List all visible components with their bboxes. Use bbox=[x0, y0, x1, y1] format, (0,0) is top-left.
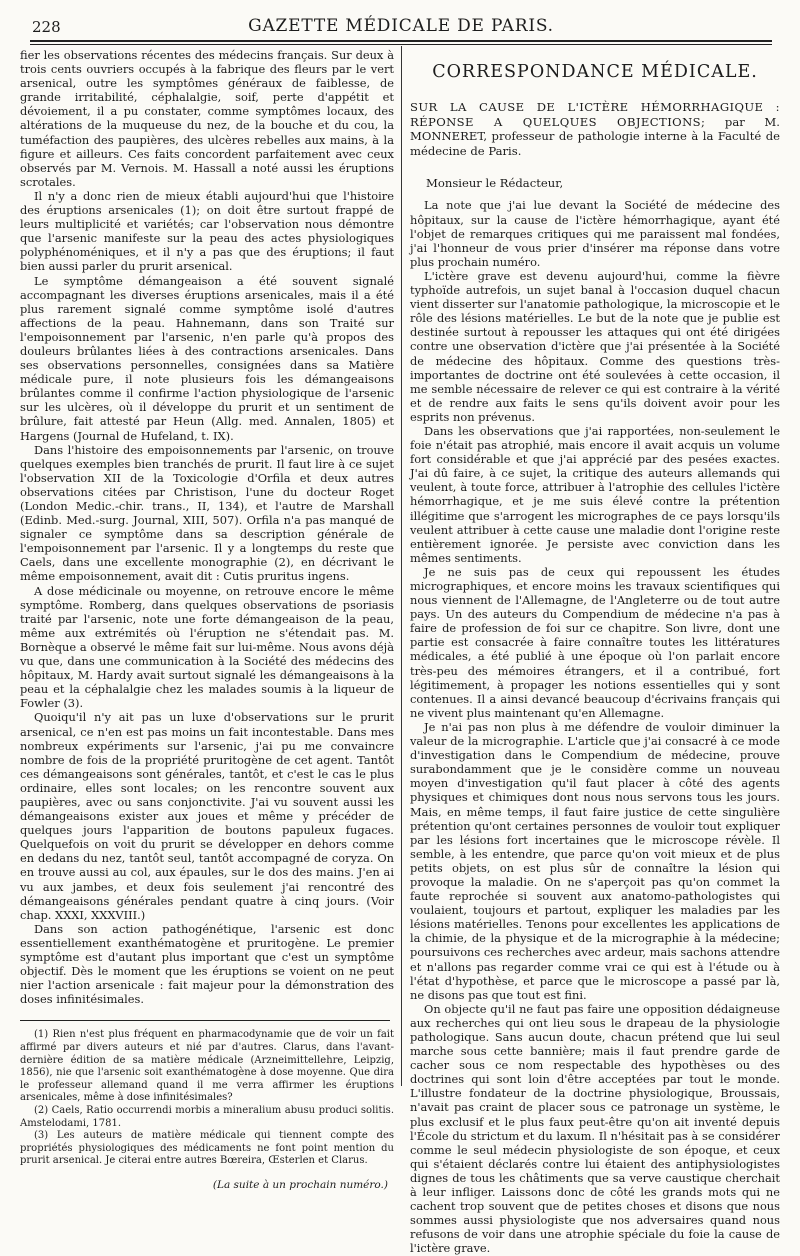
right-paragraph: Dans les observations que j'ai rapportées, non-seulement le foie n'était pas atrophié, mais encore il avait acquis un volume fort considérable et que j'ai apprécié par des pesées exactes. J'ai dû faire, à ce sujet, la critique des auteurs allemands qui veulent, à toute force, attribuer à l'atrophie des cellules l'ictère hémorrhagique, et je me suis élevé contre la prétention illégitime que s'arrogent les micrographes de ce pays lorsqu'ils veulent attribuer à cette cause une maladie dont l'origine reste entièrement ignorée. Je persiste avec conviction dans les mêmes sentiments. bbox=[410, 423, 780, 565]
header-rule-thin bbox=[30, 44, 772, 45]
subtitle-author: par M. MONNERET, professeur de pathologie interne à la Faculté de médecine de Paris. bbox=[410, 114, 780, 158]
to-be-continued: (La suite à un prochain numéro.) bbox=[212, 1178, 388, 1191]
left-column bbox=[20, 48, 394, 1192]
footnote: (3) Les auteurs de matière médicale qui tiennent compte des propriétés physiologiques des médicaments ne font point mention du prurit arsenical. Je citerai entre autres Bœreira, Œsterlen et Clarus. bbox=[20, 1130, 394, 1167]
section-title: CORRESPONDANCE MÉDICALE. bbox=[432, 62, 758, 82]
header-rule-thick bbox=[30, 40, 772, 42]
left-paragraph: Dans son action pathogénétique, l'arsenic est donc essentiellement exanthématogène et pruritogène. Le premier symptôme est d'autant plus important que c'est un symptôme objectif. Dès le moment que les éruptions se voient on ne peut nier l'action arsenicale : fait majeur pour la démonstration des doses infinitésimales. bbox=[20, 921, 394, 1007]
left-paragraph: Quoiqu'il n'y ait pas un luxe d'observations sur le prurit arsenical, ce n'en est pas moins un fait incontestable. Dans mes nombreux expériments sur l'arsenic, j'ai pu me convaincre nombre de fois de la propriété pruritogène de cet agent. Tantôt ces démangeaisons sont générales, tantôt, et c'est le cas le plus ordinaire, elles sont locales; on les rencontre souvent aux paupières, avec ou sans conjonctivite. J'ai vu souvent aussi les démangeaisons exister aux joues et même y précéder de quelques jours l'apparition de boutons papuleux fugaces. Quelquefois on voit du prurit se développer en dehors comme en dedans du nez, tantôt seul, tantôt accompagné de coryza. On en trouve aussi au col, aux épaules, sur le dos des mains. J'en ai vu aux jambes, et deux fois seulement j'ai rencontré des démangeaisons générales pendant quatre à cinq jours. (Voir chap. XXXI, XXXVIII.) bbox=[20, 710, 394, 922]
left-paragraph: Il n'y a donc rien de mieux établi aujourd'hui que l'histoire des éruptions arsenicales (1); on doit être surtout frappé de leurs multiplicité et variétés; car l'observation nous démontre que l'arsenic manifeste sur la peau des actes physiologiques polyphénoméniques, et il n'y a pas que des éruptions; il faut bien aussi parler du prurit arsenical. bbox=[20, 188, 394, 274]
subtitle-smallcaps: SUR LA CAUSE DE L'ICTÈRE HÉMORRHAGIQUE : RÉPONSE A QUELQUES OBJECTIONS; bbox=[410, 100, 780, 129]
left-paragraph: Le symptôme démangeaison a été souvent signalé accompagnant les diverses éruptions arsenicales, mais il a été plus rarement signalé comme symptôme isolé d'autres affections de la peau. Hahnemann, dans son Traité sur l'empoisonnement par l'arsenic, n'en parle qu'à propos des douleurs brûlantes liées à des contractions arsenicales. Dans ses observations personnelles, consignées dans sa Matière médicale pure, il note plusieurs fois les démangeaisons brûlantes comme il confirme l'action physiologique de l'arsenic sur les ulcères, où il développe du prurit et un sentiment de brûlure, fait attesté par Heun (Allg. med. Annalen, 1805) et Hargens (Journal de Hufeland, t. IX). bbox=[20, 273, 394, 443]
right-paragraph: On objecte qu'il ne faut pas faire une opposition dédaigneuse aux recherches qui ont lieu sous le drapeau de la physiologie pathologique. Sans aucun doute, chacun prétend que lui seul marche sous cette bannière; mais il faut prendre garde de cacher sous ce nom respectable des hypothèses ou des doctrines qui sont loin d'être acceptées par tout le monde. L'illustre fondateur de la doctrine physiologique, Broussais, n'avait pas craint de placer sous ce patronage un système, le plus exclusif et le plus faux peut-être qu'on ait inventé depuis l'École du strictum et du laxum. Il n'hésitait pas à se considérer comme le seul médecin physiologiste de son époque, et ceux qui s'étaient déclarés contre lui étaient des antiphysiologistes dignes de tous les châtiments que sa verve caustique cherchait à leur infliger. Laissons donc de côté les grands mots qui ne cachent trop souvent que de petites choses et disons que nous sommes aussi physiologiste que nos adversaires quand nous refusons de voir dans une atrophie spéciale du foie la cause de l'ictère grave. bbox=[410, 1001, 780, 1256]
right-paragraph: Je n'ai pas non plus à me défendre de vouloir diminuer la valeur de la micrographie. L'article que j'ai consacré à ce mode d'investigation dans le Compendium de médecine, prouve surabondamment que je le considère comme un nouveau moyen d'investigation qu'il faut placer à côté des agents physiques et chimiques dont nous nous servons tous les jours. Mais, en même temps, il faut faire justice de cette singulière prétention qu'ont certaines personnes de vouloir tout expliquer par les lésions fort incertaines que le microscope révèle. Il semble, à les entendre, que parce qu'on voit mieux et de plus petits objets, on est plus sûr de connaître la lésion qui provoque la maladie. On ne s'aperçoit pas qu'on commet la faute reprochée si souvent aux anatomo-pathologistes qui voulaient, toujours et partout, expliquer les maladies par les lésions matérielles. Tenons pour excellentes les applications de la chimie, de la physique et de la micrographie à la médecine; poursuivons ces recherches avec ardeur, mais sachons attendre et n'allons pas regarder comme vrai ce qui est à l'étude ou à l'état d'hypothèse, et parce que le microscope a passé par là, ne disons pas que tout est fini. bbox=[410, 719, 780, 1002]
footnotes-rule bbox=[20, 1020, 390, 1021]
left-paragraph: Dans l'histoire des empoisonnements par l'arsenic, on trouve quelques exemples bien tranchés de prurit. Il faut lire à ce sujet l'observation XII de la Toxicologie d'Orfila et deux autres observations citées par Christison, l'une du docteur Roget (London Medic.-chir. trans., II, 134), et l'autre de Marshall (Edinb. Med.-surg. Journal, XIII, 507). Orfila n'a pas manqué de signaler ce symptôme dans sa description générale de l'empoisonnement par l'arsenic. Il y a longtemps du reste que Caels, dans une excellente monographie (2), en décrivant le même empoisonnement, avait dit : Cutis pruritus ingens. bbox=[20, 442, 394, 584]
page-number: 228 bbox=[32, 18, 61, 36]
right-paragraph: L'ictère grave est devenu aujourd'hui, comme la fièvre typhoïde autrefois, un sujet banal à l'occasion duquel chacun vient disserter sur l'anatomie pathologique, la microscopie et le rôle des lésions matérielles. Le but de la note que je publie est destinée surtout à repousser les attaques qui ont été dirigées contre une observation d'ictère que j'ai présentée à la Société de médecine des hôpitaux. Comme des questions très-importantes de doctrine ont été soulevées à cette occasion, il me semble nécessaire de relever ce qui est contraire à la vérité et de rendre aux faits le sens qu'ils doivent avoir pour les esprits non prévenus. bbox=[410, 268, 780, 424]
page-header bbox=[30, 14, 772, 38]
footnote: (2) Caels, Ratio occurrendi morbis a mineralium abusu produci solitis. Amstelodami, 1781. bbox=[20, 1104, 394, 1129]
right-paragraph: Je ne suis pas de ceux qui repoussent les études micrographiques, et encore moins les travaux scientifiques qui nous viennent de l'Allemagne, de l'Angleterre ou de tout autre pays. Un des auteurs du Compendium de médecine n'a pas à faire de profession de foi sur ce chapitre. Son livre, dont une partie est consacrée à faire connaître toutes les littératures médicales, a été publié à une époque où l'on parlait encore très-peu des mémoires étrangers, et il a contribué, fort légitimement, à propager les notions essentielles qui y sont contenues. Il a ainsi devancé beaucoup d'écrivains français qui ne vivent plus maintenant qu'en Allemagne. bbox=[410, 564, 780, 720]
footnote: (1) Rien n'est plus fréquent en pharmacodynamie que de voir un fait affirmé par divers auteurs et nié par d'autres. Clarus, dans l'avant-dernière édition de sa matière médicale (Arzneimittellehre, Leipzig, 1856), nie que l'arsenic soit exanthématogène à dose moyenne. Que dira le professeur allemand quand il me verra affirmer les éruptions arsenicales, même à dose infinitésimales? bbox=[20, 1029, 394, 1104]
left-paragraph: A dose médicinale ou moyenne, on retrouve encore le même symptôme. Romberg, dans quelques observations de psoriasis traité par l'arsenic, note une forte démangeaison de la peau, même aux extrémités où l'éruption ne s'étendait pas. M. Bornèque a observé le même fait sur lui-même. Nous avons déjà vu que, dans une communication à la Société des médecins des hôpitaux, M. Hardy avait surtout signalé les démangeaisons à la peau et la céphalalgie chez les malades soumis à la liqueur de Fowler (3). bbox=[20, 583, 394, 711]
article-subtitle bbox=[410, 100, 780, 158]
right-paragraph: La note que j'ai lue devant la Société de médecine des hôpitaux, sur la cause de l'ictère hémorrhagique, ayant été l'objet de remarques critiques qui me paraissent mal fondées, j'ai l'honneur de vous prier d'insérer ma réponse dans votre plus prochain numéro. bbox=[410, 198, 780, 269]
left-paragraph: fier les observations récentes des médecins français. Sur deux à trois cents ouvriers occupés à la fabrique des fleurs par le vert arsenical, outre les symptômes généraux de faiblesse, de grande irritabilité, céphalalgie, soif, perte d'appétit et dévoiement, il a pu constater, comme symptômes locaux, des altérations de la muqueuse du nez, de la bouche et du cou, la tuméfaction des paupières, des ulcères rebelles aux mains, à la figure et ailleurs. Ces faits concordent parfaitement avec ceux observés par M. Vernois. M. Hassall a noté aussi les éruptions scrotales. bbox=[20, 48, 394, 189]
running-title: GAZETTE MÉDICALE DE PARIS. bbox=[248, 16, 554, 36]
salutation: Monsieur le Rédacteur, bbox=[426, 176, 564, 191]
column-divider bbox=[401, 46, 402, 1086]
right-column bbox=[410, 48, 780, 1256]
